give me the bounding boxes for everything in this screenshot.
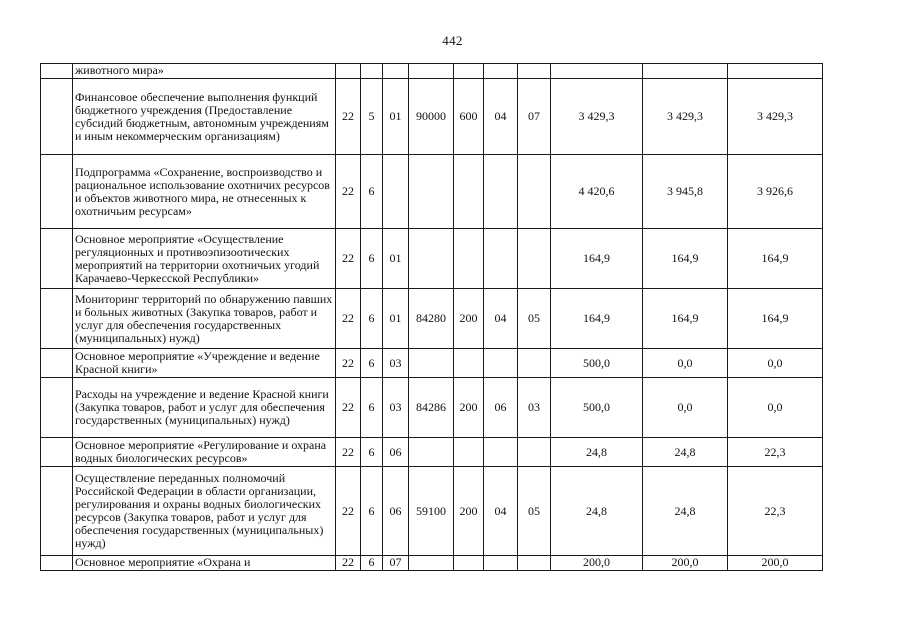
code-cell: 200: [454, 378, 484, 438]
item-name: Основное мероприятие «Регулирование и охрана водных биологических ресурсов»: [73, 438, 336, 467]
table-row: [41, 556, 823, 571]
code-cell: [484, 438, 518, 467]
amount-cell: 500,0: [551, 378, 643, 438]
table-row: [41, 64, 823, 79]
code-cell: 84280: [409, 289, 454, 349]
code-cell: [518, 64, 551, 79]
row-number-cell: [41, 289, 73, 349]
amount-cell: 22,3: [728, 438, 823, 467]
code-cell: [454, 155, 484, 229]
item-name: Расходы на учреждение и ведение Красной книги (Закупка товаров, работ и услуг для обеспечения государственных (муниципальных) нужд): [73, 378, 336, 438]
amount-cell: 24,8: [643, 438, 728, 467]
code-cell: [518, 438, 551, 467]
amount-cell: 200,0: [551, 556, 643, 571]
code-cell: 07: [518, 79, 551, 155]
row-number-cell: [41, 229, 73, 289]
item-name: животного мира»: [73, 64, 336, 79]
row-number-cell: [41, 556, 73, 571]
code-cell: 59100: [409, 467, 454, 556]
budget-table: [40, 63, 823, 571]
code-cell: 90000: [409, 79, 454, 155]
code-cell: [484, 556, 518, 571]
code-cell: [454, 349, 484, 378]
item-name: Основное мероприятие «Учреждение и ведение Красной книги»: [73, 349, 336, 378]
code-cell: [484, 155, 518, 229]
code-cell: 22: [336, 349, 361, 378]
code-cell: 01: [383, 289, 409, 349]
code-cell: 06: [383, 467, 409, 556]
code-cell: [409, 556, 454, 571]
item-name: Основное мероприятие «Охрана и: [73, 556, 336, 571]
code-cell: 22: [336, 79, 361, 155]
table-row: [41, 467, 823, 556]
table-row: [41, 229, 823, 289]
code-cell: [336, 64, 361, 79]
code-cell: [484, 229, 518, 289]
code-cell: 6: [361, 229, 383, 289]
code-cell: 05: [518, 289, 551, 349]
code-cell: 200: [454, 289, 484, 349]
item-name: Подпрограмма «Сохранение, воспроизводство и рациональное использование охотничих ресурсов и объектов животного мира, не отнесенных к охотничьим ресурсам»: [73, 155, 336, 229]
amount-cell: 164,9: [728, 229, 823, 289]
amount-cell: [643, 64, 728, 79]
code-cell: [409, 438, 454, 467]
item-name: Осуществление переданных полномочий Российской Федерации в области организации, регулирования и охраны водных биологических ресурсов (Закупка товаров, работ и услуг для обеспечения государственных (муниципальных) нужд): [73, 467, 336, 556]
row-number-cell: [41, 155, 73, 229]
amount-cell: 24,8: [551, 438, 643, 467]
code-cell: 04: [484, 467, 518, 556]
code-cell: [484, 64, 518, 79]
row-number-cell: [41, 438, 73, 467]
amount-cell: 3 429,3: [728, 79, 823, 155]
code-cell: 6: [361, 289, 383, 349]
code-cell: 01: [383, 229, 409, 289]
code-cell: [454, 229, 484, 289]
row-number-cell: [41, 79, 73, 155]
code-cell: 6: [361, 349, 383, 378]
code-cell: 6: [361, 378, 383, 438]
code-cell: 6: [361, 155, 383, 229]
code-cell: [454, 556, 484, 571]
table-row: [41, 155, 823, 229]
amount-cell: 164,9: [643, 289, 728, 349]
amount-cell: 3 926,6: [728, 155, 823, 229]
code-cell: 6: [361, 467, 383, 556]
amount-cell: 164,9: [551, 229, 643, 289]
row-number-cell: [41, 349, 73, 378]
table-row: [41, 349, 823, 378]
code-cell: 04: [484, 79, 518, 155]
code-cell: 05: [518, 467, 551, 556]
amount-cell: 3 429,3: [551, 79, 643, 155]
row-number-cell: [41, 378, 73, 438]
code-cell: 04: [484, 289, 518, 349]
code-cell: 22: [336, 289, 361, 349]
amount-cell: 24,8: [643, 467, 728, 556]
code-cell: 22: [336, 556, 361, 571]
item-name: Основное мероприятие «Осуществление регуляционных и противоэпизоотических мероприятий на территории охотничьих угодий Карачаево-Черкесской Республики»: [73, 229, 336, 289]
row-number-cell: [41, 467, 73, 556]
table-row: [41, 79, 823, 155]
amount-cell: 164,9: [728, 289, 823, 349]
item-name: Мониторинг территорий по обнаружению павших и больных животных (Закупка товаров, работ и услуг для обеспечения государственных (муниципальных) нужд): [73, 289, 336, 349]
code-cell: 03: [518, 378, 551, 438]
amount-cell: 0,0: [728, 378, 823, 438]
code-cell: 600: [454, 79, 484, 155]
amount-cell: 3 945,8: [643, 155, 728, 229]
code-cell: [409, 155, 454, 229]
table-row: [41, 378, 823, 438]
code-cell: [484, 349, 518, 378]
code-cell: 22: [336, 467, 361, 556]
amount-cell: 200,0: [643, 556, 728, 571]
code-cell: 6: [361, 438, 383, 467]
row-number-cell: [41, 64, 73, 79]
amount-cell: 164,9: [551, 289, 643, 349]
item-name: Финансовое обеспечение выполнения функций бюджетного учреждения (Предоставление субсидий бюджетным, автономным учреждениям и иным некоммерческим организациям): [73, 79, 336, 155]
page-number: 442: [442, 33, 463, 48]
code-cell: 84286: [409, 378, 454, 438]
amount-cell: 24,8: [551, 467, 643, 556]
amount-cell: 164,9: [643, 229, 728, 289]
code-cell: 03: [383, 349, 409, 378]
code-cell: [361, 64, 383, 79]
code-cell: 200: [454, 467, 484, 556]
code-cell: [383, 64, 409, 79]
code-cell: 06: [484, 378, 518, 438]
table-row: [41, 289, 823, 349]
code-cell: [409, 64, 454, 79]
amount-cell: [551, 64, 643, 79]
amount-cell: 0,0: [643, 349, 728, 378]
table-row: [41, 438, 823, 467]
amount-cell: 3 429,3: [643, 79, 728, 155]
code-cell: [409, 349, 454, 378]
amount-cell: 500,0: [551, 349, 643, 378]
code-cell: 22: [336, 378, 361, 438]
code-cell: [454, 64, 484, 79]
amount-cell: 4 420,6: [551, 155, 643, 229]
code-cell: 03: [383, 378, 409, 438]
code-cell: 5: [361, 79, 383, 155]
code-cell: 6: [361, 556, 383, 571]
code-cell: 06: [383, 438, 409, 467]
code-cell: [518, 155, 551, 229]
amount-cell: 22,3: [728, 467, 823, 556]
code-cell: 01: [383, 79, 409, 155]
code-cell: [383, 155, 409, 229]
amount-cell: [728, 64, 823, 79]
code-cell: [454, 438, 484, 467]
code-cell: [518, 349, 551, 378]
code-cell: 22: [336, 229, 361, 289]
code-cell: [518, 229, 551, 289]
code-cell: [518, 556, 551, 571]
code-cell: 22: [336, 155, 361, 229]
amount-cell: 0,0: [728, 349, 823, 378]
amount-cell: 0,0: [643, 378, 728, 438]
code-cell: [409, 229, 454, 289]
code-cell: 22: [336, 438, 361, 467]
code-cell: 07: [383, 556, 409, 571]
amount-cell: 200,0: [728, 556, 823, 571]
